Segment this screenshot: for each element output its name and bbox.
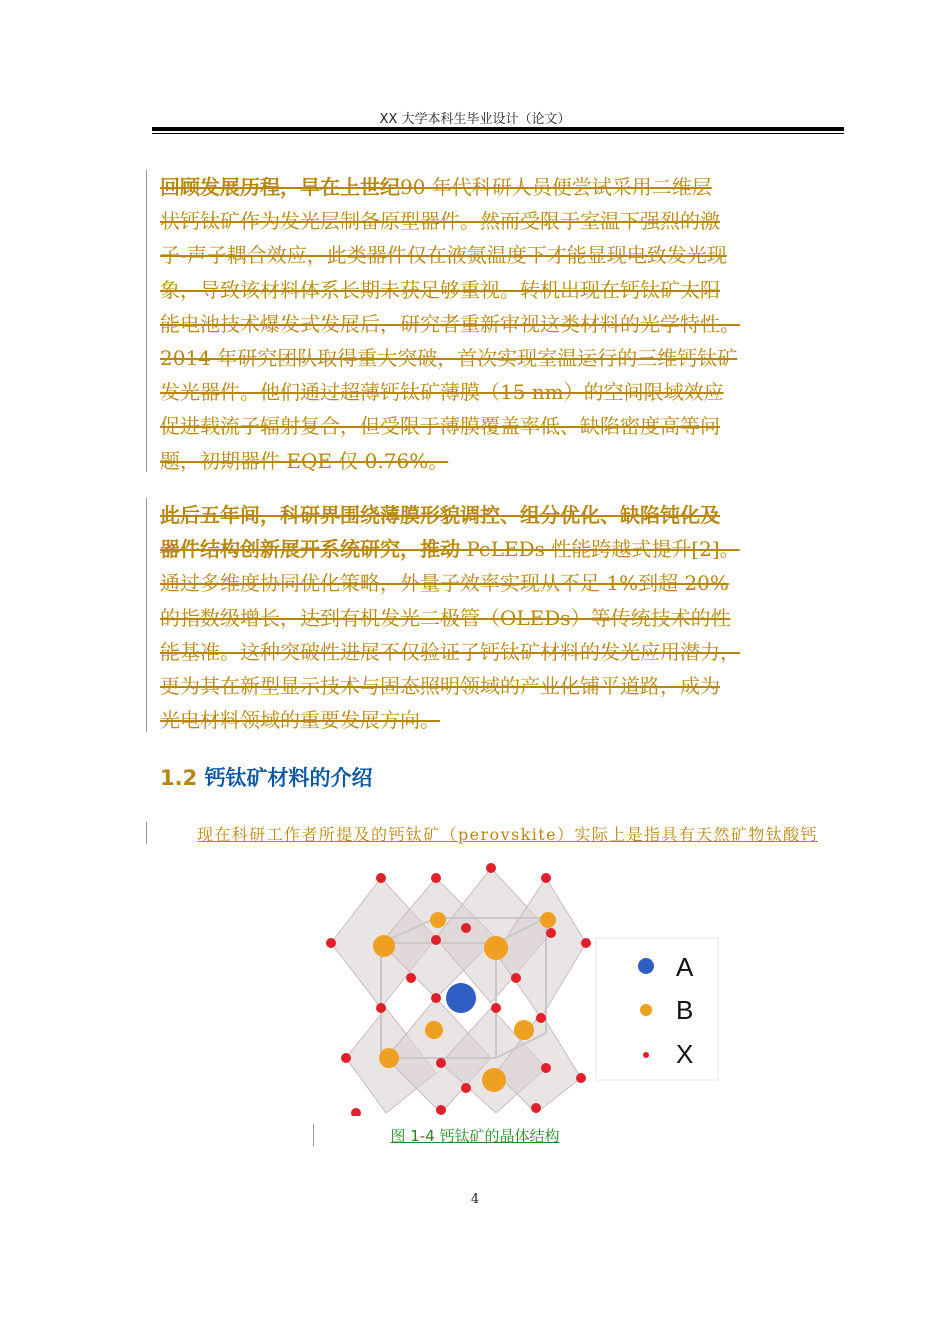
text-line: 能电池技术爆发式发展后，研究者重新审视这类材料的光学特性。 [160, 311, 740, 336]
legend-label-b: B [676, 995, 694, 1025]
text-line: 2014 年研究团队取得重大突破，首次实现室温运行的三维钙钛矿 [160, 346, 738, 371]
legend-marker-b [640, 1004, 652, 1016]
header-rule-thin [152, 133, 844, 134]
text-line: 发光器件。他们通过超薄钙钛矿薄膜（15 nm）的空间限域效应 [160, 380, 724, 405]
header-rule-thick [152, 127, 844, 131]
section-title: 钙钛矿材料的介绍 [204, 766, 373, 790]
text-line: 光电材料领域的重要发展方向。 [160, 708, 440, 733]
text-line: 器件结构创新展开系统研究，推动 PeLEDs 性能跨越式提升[2]。 [160, 537, 740, 562]
text-line: 通过多维度协同优化策略，外量子效率实现从不足 1%到超 20% [160, 571, 729, 596]
text-line: 能基准。这种突破性进展不仅验证了钙钛矿材料的发光应用潜力， [160, 639, 740, 664]
text-line: 更为其在新型显示技术与固态照明领域的产业化铺平道路，成为 [160, 674, 720, 699]
text-line: 回顾发展历程，早在上世纪90 年代科研人员便尝试采用二维层 [160, 175, 712, 199]
page-number: 4 [470, 1192, 480, 1207]
text-line: 题，初期器件 EQE 仅 0.76%。 [160, 448, 449, 473]
section-heading [160, 762, 373, 792]
text-line: 象，导致该材料体系长期未获足够重视。转机出现在钙钛矿太阳 [160, 277, 720, 302]
legend-marker-a [638, 958, 654, 974]
paragraph-progress [160, 498, 842, 737]
text-line: 促进载流子辐射复合，但受限于薄膜覆盖率低、缺陷密度高等问 [160, 414, 720, 439]
change-bar [146, 498, 147, 732]
change-bar [146, 170, 147, 472]
change-bar [146, 822, 147, 844]
legend-label-a: A [676, 952, 694, 982]
header-title: XX 大学本科生毕业设计（论文） [379, 112, 571, 127]
legend-label-x: X [676, 1039, 694, 1069]
figure-caption: 图 1-4 钙钛矿的晶体结构 [390, 1127, 560, 1145]
paragraph-history [160, 170, 842, 478]
text-line: 状钙钛矿作为发光层制备原型器件。然而受限于室温下强烈的激 [160, 209, 720, 234]
text-line: 子-声子耦合效应，此类器件仅在液氮温度下才能显现电致发光现 [160, 243, 727, 268]
section-number: 1.2 [160, 766, 198, 790]
crystal-structure-figure [326, 858, 726, 1116]
text-line: 此后五年间，科研界围绕薄膜形貌调控、组分优化、缺陷钝化及 [160, 503, 720, 527]
crystal-structure-image [326, 858, 726, 1116]
legend-marker-x [643, 1052, 649, 1058]
text-line: 的指数级增长，达到有机发光二极管（OLEDs）等传统技术的性 [160, 605, 731, 630]
intro-text: 现在科研工作者所提及的钙钛矿（perovskite）实际上是指具有天然矿物钛酸钙 [197, 825, 818, 844]
legend-box [596, 938, 718, 1080]
